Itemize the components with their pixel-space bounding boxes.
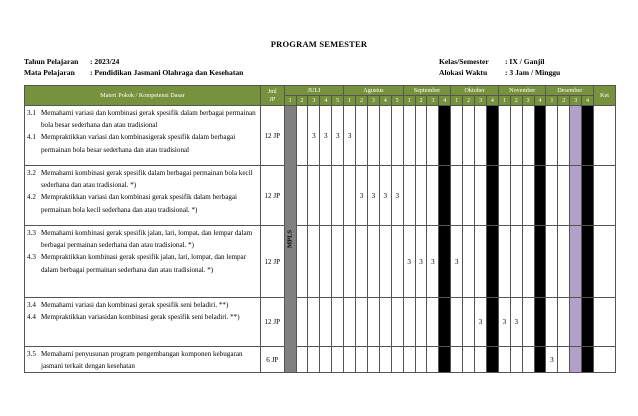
- week-cell: [498, 226, 510, 298]
- week-cell: [320, 166, 332, 226]
- jp-cell: 12 JP: [260, 166, 284, 226]
- week-cell: [403, 298, 415, 347]
- week-cell: 3: [344, 106, 356, 166]
- week-cell: [308, 298, 320, 347]
- week-cell: [320, 298, 332, 347]
- kd-item: [27, 299, 258, 311]
- kd-number: 4.3: [27, 253, 36, 262]
- week-cell: [308, 226, 320, 298]
- header-row-months: [25, 86, 616, 96]
- kd-text: Memahami variasi dan kombinasi gerak spesifik seni beladiri. **): [41, 301, 229, 309]
- holiday-cell: [534, 298, 546, 347]
- mapel-label: Mata Pelajaran: [24, 68, 75, 77]
- week-cell: [332, 298, 344, 347]
- header-week: 3: [522, 96, 534, 106]
- week-cell: [296, 166, 308, 226]
- week-cell: [367, 347, 379, 373]
- week-cell: [475, 347, 487, 373]
- week-cell: 3: [546, 347, 558, 373]
- header-week: 5: [332, 96, 344, 106]
- week-cell: [379, 298, 391, 347]
- holiday-cell: [486, 166, 498, 226]
- kd-text: Mempraktikkan kombinasi gerak spesifik jalan, lari, lompat, dan lempar dalam berbagai permainan sederhana dan atau tradisional. *): [41, 253, 247, 274]
- header-week: 1: [344, 96, 356, 106]
- week-cell: 3: [510, 298, 522, 347]
- week-cell: 3: [427, 226, 439, 298]
- holiday-cell: [582, 166, 594, 226]
- week-cell: 3: [367, 166, 379, 226]
- kd-text: Memahami penyusunan program pengembangan komponen kebugaran jasmani terkait dengan kesehatan: [41, 350, 243, 371]
- kd-number: 4.4: [27, 313, 36, 322]
- week-cell: [546, 298, 558, 347]
- jp-cell: 6 JP: [260, 347, 284, 373]
- mpls-label: MPLS: [286, 230, 294, 249]
- week-cell: [427, 106, 439, 166]
- meta-left: [24, 56, 243, 78]
- week-cell: 3: [332, 106, 344, 166]
- header-month-oktober: Oktober: [451, 86, 499, 96]
- header-week: 5: [391, 96, 403, 106]
- week-cell: [415, 298, 427, 347]
- week-cell: [320, 226, 332, 298]
- week-cell: [427, 298, 439, 347]
- kd-text: Mempraktikkan variasidan kombinasi gerak spesifik seni beladiri. **): [41, 313, 240, 322]
- header-week: 2: [510, 96, 522, 106]
- week-cell: [558, 347, 570, 373]
- week-cell: [546, 166, 558, 226]
- meta-right: [439, 56, 560, 78]
- jp-cell: 12 JP: [260, 226, 284, 298]
- materi-cell: [25, 347, 261, 373]
- week-cell: [475, 166, 487, 226]
- week-cell: [522, 347, 534, 373]
- header-week: 4: [439, 96, 451, 106]
- week-cell: [498, 347, 510, 373]
- header-month-september: September: [403, 86, 451, 96]
- week-cell: [379, 106, 391, 166]
- week-cell: 3: [403, 226, 415, 298]
- tahun-label: Tahun Pelajaran: [24, 57, 79, 66]
- kd-item: [27, 131, 258, 155]
- holiday-cell: [439, 226, 451, 298]
- header-week: 2: [296, 96, 308, 106]
- header-week: 1: [451, 96, 463, 106]
- header-week: 4: [486, 96, 498, 106]
- holiday-cell: [439, 166, 451, 226]
- kd-text: Memahami kombinasi gerak spesifik dalam berbagai permainan bola kecil sederhana dan atau tradisional. *): [41, 169, 253, 190]
- week-cell: [403, 106, 415, 166]
- holiday-cell: [439, 298, 451, 347]
- week-cell: [379, 347, 391, 373]
- header-week: 4: [582, 96, 594, 106]
- week-cell: [367, 298, 379, 347]
- kd-item: [27, 227, 258, 251]
- header-week: 1: [498, 96, 510, 106]
- week-cell: [415, 166, 427, 226]
- week-cell: [510, 166, 522, 226]
- alokasi-value: : 3 Jam / Minggu: [505, 68, 561, 77]
- week-cell: [332, 347, 344, 373]
- week-cell: [451, 106, 463, 166]
- header-month-desember: Desember: [546, 86, 594, 96]
- tahun-value: : 2023/24: [90, 57, 120, 66]
- holiday-cell: [582, 106, 594, 166]
- jp-cell: 12 JP: [260, 106, 284, 166]
- header-week: 2: [558, 96, 570, 106]
- header-materi: Materi Pokok / Kompetensi Dasar: [25, 86, 261, 106]
- header-week: 1: [403, 96, 415, 106]
- header-week: 3: [427, 96, 439, 106]
- mapel-value: : Pendidikan Jasmani Olahraga dan Kesehatan: [90, 68, 244, 77]
- week-cell: [367, 106, 379, 166]
- holiday-cell: [534, 226, 546, 298]
- week-cell: [308, 347, 320, 373]
- page-title: PROGRAM SEMESTER: [270, 39, 368, 49]
- week-cell: [308, 166, 320, 226]
- week-cell: [379, 226, 391, 298]
- kd-number: 4.1: [27, 133, 36, 142]
- week-cell: [415, 347, 427, 373]
- schedule-table: [24, 85, 616, 373]
- holiday-cell: [486, 226, 498, 298]
- exam-cell: [570, 298, 582, 347]
- kd-number: 4.2: [27, 193, 36, 202]
- week-cell: [522, 226, 534, 298]
- holiday-cell: [439, 106, 451, 166]
- week-cell: [415, 106, 427, 166]
- week-cell: [510, 106, 522, 166]
- kd-item: [27, 348, 258, 372]
- week-cell: [344, 298, 356, 347]
- holiday-cell: [582, 298, 594, 347]
- kd-number: 3.1: [27, 109, 36, 117]
- materi-cell: [25, 226, 261, 298]
- header-week: 2: [356, 96, 368, 106]
- week-cell: [344, 166, 356, 226]
- kd-text: Mempraktikkan variasi dan kombinasi gerak spesifik dalam berbagai permainan bola kecil sederhana dan atau tradisional. *): [41, 193, 238, 214]
- week-cell: [332, 166, 344, 226]
- holiday-cell: [439, 347, 451, 373]
- kd-text: Memahami kombinasi gerak spesifik jalan, lari, lompat, dan lempar dalam berbagai permainan sederhana dan atau tradisional. *): [41, 229, 253, 250]
- header-month-november: November: [498, 86, 546, 96]
- kd-item: [27, 167, 258, 191]
- week-cell: [356, 226, 368, 298]
- header-ket: Ket: [594, 86, 616, 106]
- header-week: 3: [367, 96, 379, 106]
- week-cell: [451, 166, 463, 226]
- week-cell: [427, 166, 439, 226]
- kd-text: Memahami variasi dan kombinasi gerak spesifik dalam berbagai permainan bola besar sederhana dan atau tradisional: [41, 109, 256, 130]
- week-cell: [391, 226, 403, 298]
- holiday-cell: [486, 347, 498, 373]
- week-cell: [463, 347, 475, 373]
- ket-cell: [594, 298, 616, 347]
- ket-cell: [594, 347, 616, 373]
- exam-cell: [570, 347, 582, 373]
- week-cell: [463, 106, 475, 166]
- header-week: 2: [415, 96, 427, 106]
- week-cell: [403, 347, 415, 373]
- kd-number: 3.5: [27, 350, 36, 358]
- week-cell: 3: [379, 166, 391, 226]
- header-month-agustus: Agustus: [344, 86, 404, 96]
- jp-cell: 12 JP: [260, 298, 284, 347]
- week-cell: 3: [415, 226, 427, 298]
- holiday-cell: 3: [534, 347, 546, 373]
- week-cell: 3: [475, 298, 487, 347]
- week-cell: [427, 347, 439, 373]
- week-cell: [296, 106, 308, 166]
- week-cell: [546, 226, 558, 298]
- week-cell: [391, 347, 403, 373]
- table-row: [25, 166, 616, 226]
- holiday-cell: [534, 166, 546, 226]
- week-cell: 3: [356, 166, 368, 226]
- header-week: 4: [379, 96, 391, 106]
- alokasi-label: Alokasi Waktu: [439, 68, 488, 77]
- week-cell: [498, 166, 510, 226]
- header-month-juli: JULI: [284, 86, 344, 96]
- week-cell: [391, 298, 403, 347]
- week-cell: 3: [451, 226, 463, 298]
- week-cell: [463, 226, 475, 298]
- header-week: 1: [284, 96, 296, 106]
- week-cell: [296, 347, 308, 373]
- header-week: 3: [308, 96, 320, 106]
- week-cell: [356, 298, 368, 347]
- week-cell: [522, 298, 534, 347]
- kelas-value: : IX / Ganjil: [505, 57, 545, 66]
- table-row: [25, 298, 616, 347]
- header-jml: Jml: [267, 87, 277, 95]
- ket-cell: [594, 106, 616, 166]
- header-week: 1: [546, 96, 558, 106]
- kd-number: 3.4: [27, 301, 36, 309]
- table-row: [25, 347, 616, 373]
- table-row: [25, 226, 616, 298]
- week-cell: [344, 347, 356, 373]
- week-cell: [546, 106, 558, 166]
- holiday-cell: [486, 106, 498, 166]
- materi-cell: [25, 166, 261, 226]
- week-cell: [344, 226, 356, 298]
- kd-item: [27, 251, 258, 275]
- week-cell: [522, 106, 534, 166]
- ket-cell: [594, 166, 616, 226]
- week-cell: [475, 106, 487, 166]
- week-cell: [356, 347, 368, 373]
- week-cell: [463, 166, 475, 226]
- week-cell: [475, 226, 487, 298]
- week-cell: [332, 226, 344, 298]
- week-cell: [296, 226, 308, 298]
- kd-item: [27, 107, 258, 131]
- week-cell: [510, 226, 522, 298]
- kelas-label: Kelas/Semester: [439, 57, 489, 66]
- holiday-cell: [534, 106, 546, 166]
- header-jml-jp: [260, 86, 284, 106]
- week-cell: [558, 106, 570, 166]
- header-week: 4: [534, 96, 546, 106]
- ket-cell: [594, 226, 616, 298]
- week-cell: [558, 298, 570, 347]
- week-cell: [558, 226, 570, 298]
- header-jp: JP: [269, 95, 276, 103]
- kd-number: 3.2: [27, 169, 36, 177]
- week-cell: 3: [391, 166, 403, 226]
- week-cell: [320, 347, 332, 373]
- holiday-cell: [582, 226, 594, 298]
- kd-item: [27, 311, 258, 323]
- header-week: 3: [475, 96, 487, 106]
- week-cell: [451, 347, 463, 373]
- mpls-column: [284, 106, 296, 373]
- exam-cell: [570, 106, 582, 166]
- week-cell: [451, 298, 463, 347]
- exam-cell: [570, 166, 582, 226]
- kd-item: [27, 191, 258, 215]
- week-cell: 3: [308, 106, 320, 166]
- week-cell: [463, 298, 475, 347]
- week-cell: 3: [498, 298, 510, 347]
- week-cell: [391, 106, 403, 166]
- week-cell: [356, 106, 368, 166]
- week-cell: [498, 106, 510, 166]
- week-cell: [558, 166, 570, 226]
- materi-cell: [25, 298, 261, 347]
- week-cell: [510, 347, 522, 373]
- holiday-cell: [582, 347, 594, 373]
- kd-number: 3.3: [27, 229, 36, 237]
- header-week: 3: [570, 96, 582, 106]
- week-cell: 3: [320, 106, 332, 166]
- header-week: 2: [463, 96, 475, 106]
- week-cell: [367, 226, 379, 298]
- kd-text: Mempraktikkan variasi dan kombinasigerak spesifik dalam berbagai permainan bola besar sederhana dan atau tradisional: [41, 133, 236, 154]
- holiday-cell: 3: [486, 298, 498, 347]
- exam-cell: [570, 226, 582, 298]
- table-row: [25, 106, 616, 166]
- week-cell: [403, 166, 415, 226]
- week-cell: [296, 298, 308, 347]
- materi-cell: [25, 106, 261, 166]
- header-week: 4: [320, 96, 332, 106]
- week-cell: [522, 166, 534, 226]
